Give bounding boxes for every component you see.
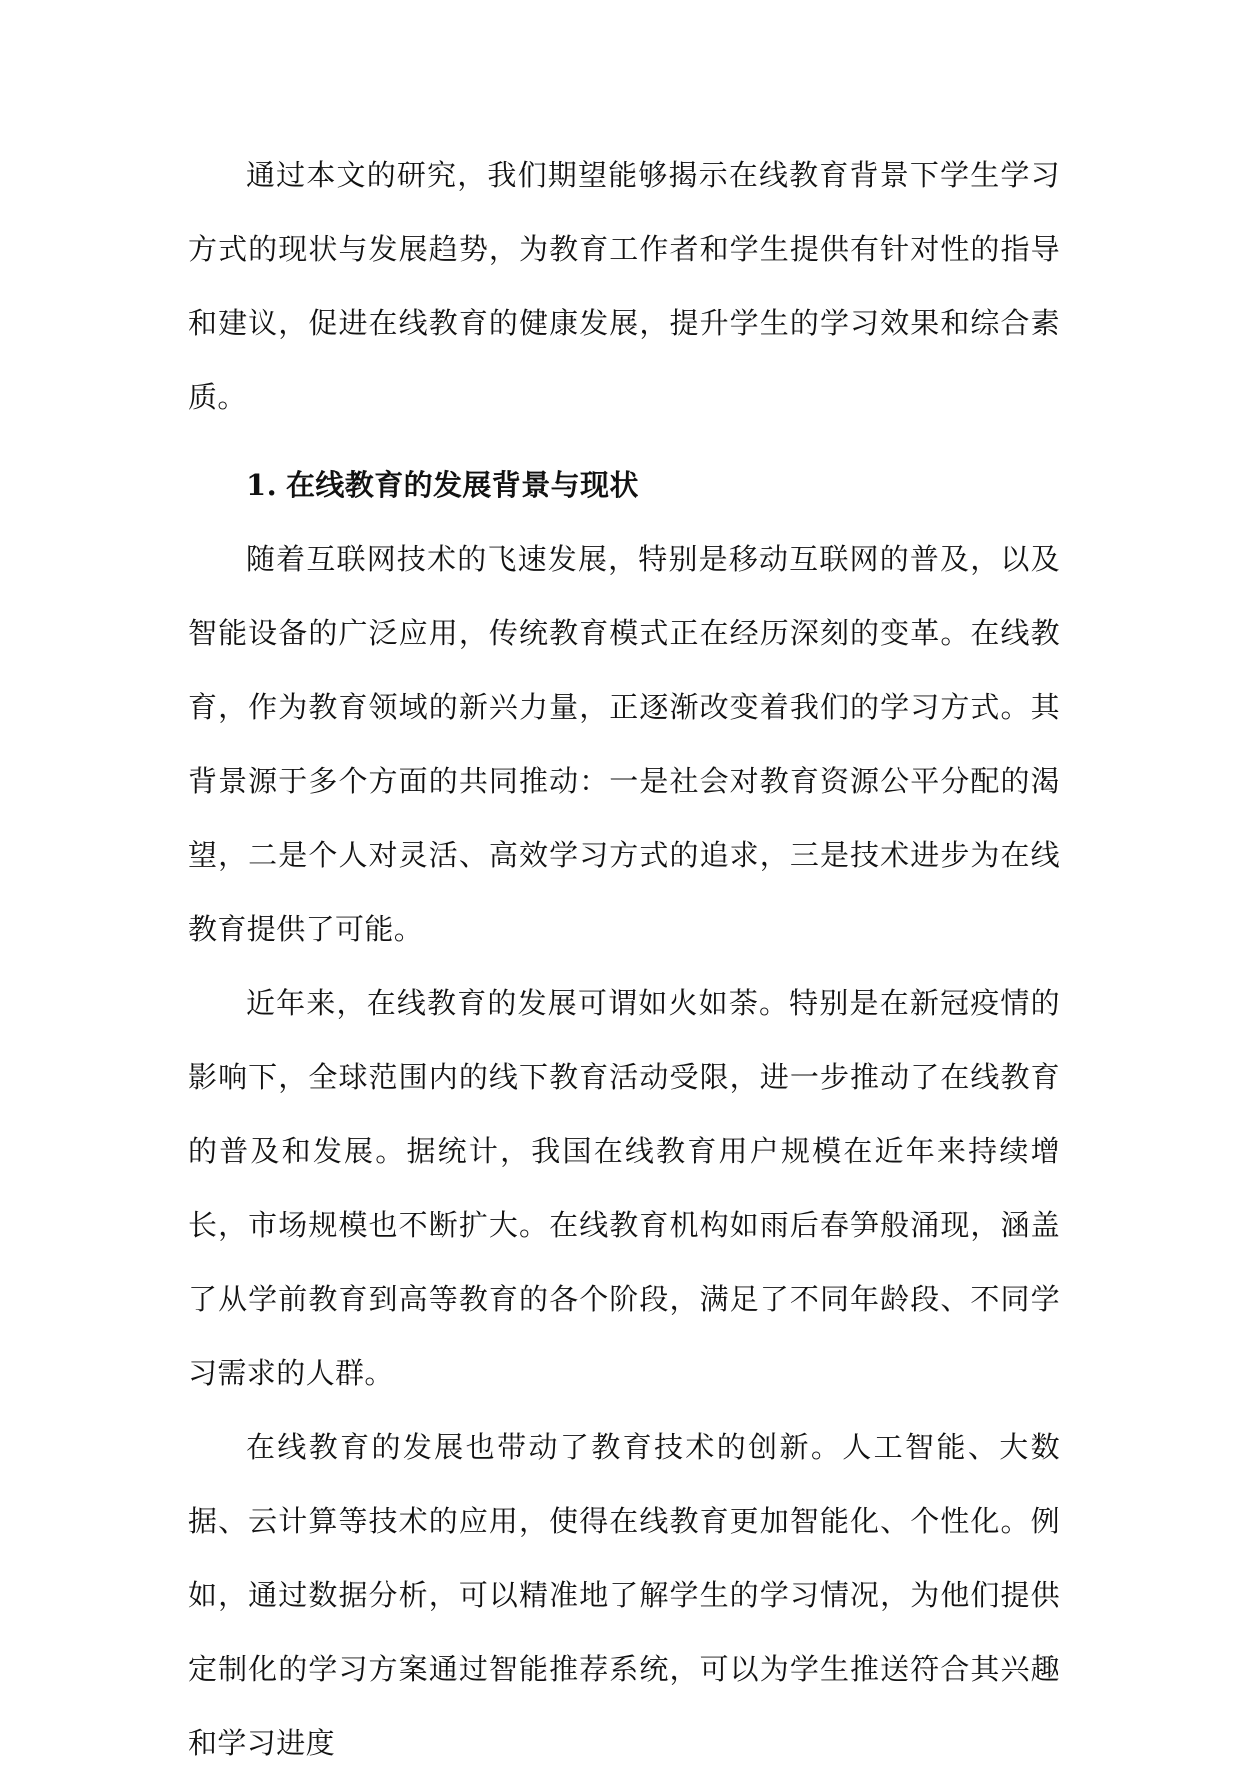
section-title: 在线教育的发展背景与现状: [286, 468, 639, 502]
section-heading: [188, 448, 1060, 522]
body-paragraph: 随着互联网技术的飞速发展，特别是移动互联网的普及，以及智能设备的广泛应用，传统教育模式正在经历深刻的变革。在线教育，作为教育领域的新兴力量，正逐渐改变着我们的学习方式。其背景源于多个方面的共同推动：一是社会对教育资源公平分配的渴望，二是个人对灵活、高效学习方式的追求，三是技术进步为在线教育提供了可能。: [188, 542, 1060, 946]
body-paragraph: 近年来，在线教育的发展可谓如火如荼。特别是在新冠疫情的影响下，全球范围内的线下教育活动受限，进一步推动了在线教育的普及和发展。据统计，我国在线教育用户规模在近年来持续增长，市场规模也不断扩大。在线教育机构如雨后春笋般涌现，涵盖了从学前教育到高等教育的各个阶段，满足了不同年龄段、不同学习需求的人群。: [188, 986, 1060, 1390]
document-body: [188, 138, 1060, 1780]
section-number: 1.: [246, 468, 278, 502]
body-paragraph: 在线教育的发展也带动了教育技术的创新。人工智能、大数据、云计算等技术的应用，使得在线教育更加智能化、个性化。例如，通过数据分析，可以精准地了解学生的学习情况，为他们提供定制化的学习方案通过智能推荐系统，可以为学生推送符合其兴趣和学习进度: [188, 1430, 1060, 1760]
intro-paragraph: 通过本文的研究，我们期望能够揭示在线教育背景下学生学习方式的现状与发展趋势，为教育工作者和学生提供有针对性的指导和建议，促进在线教育的健康发展，提升学生的学习效果和综合素质。: [188, 158, 1060, 414]
